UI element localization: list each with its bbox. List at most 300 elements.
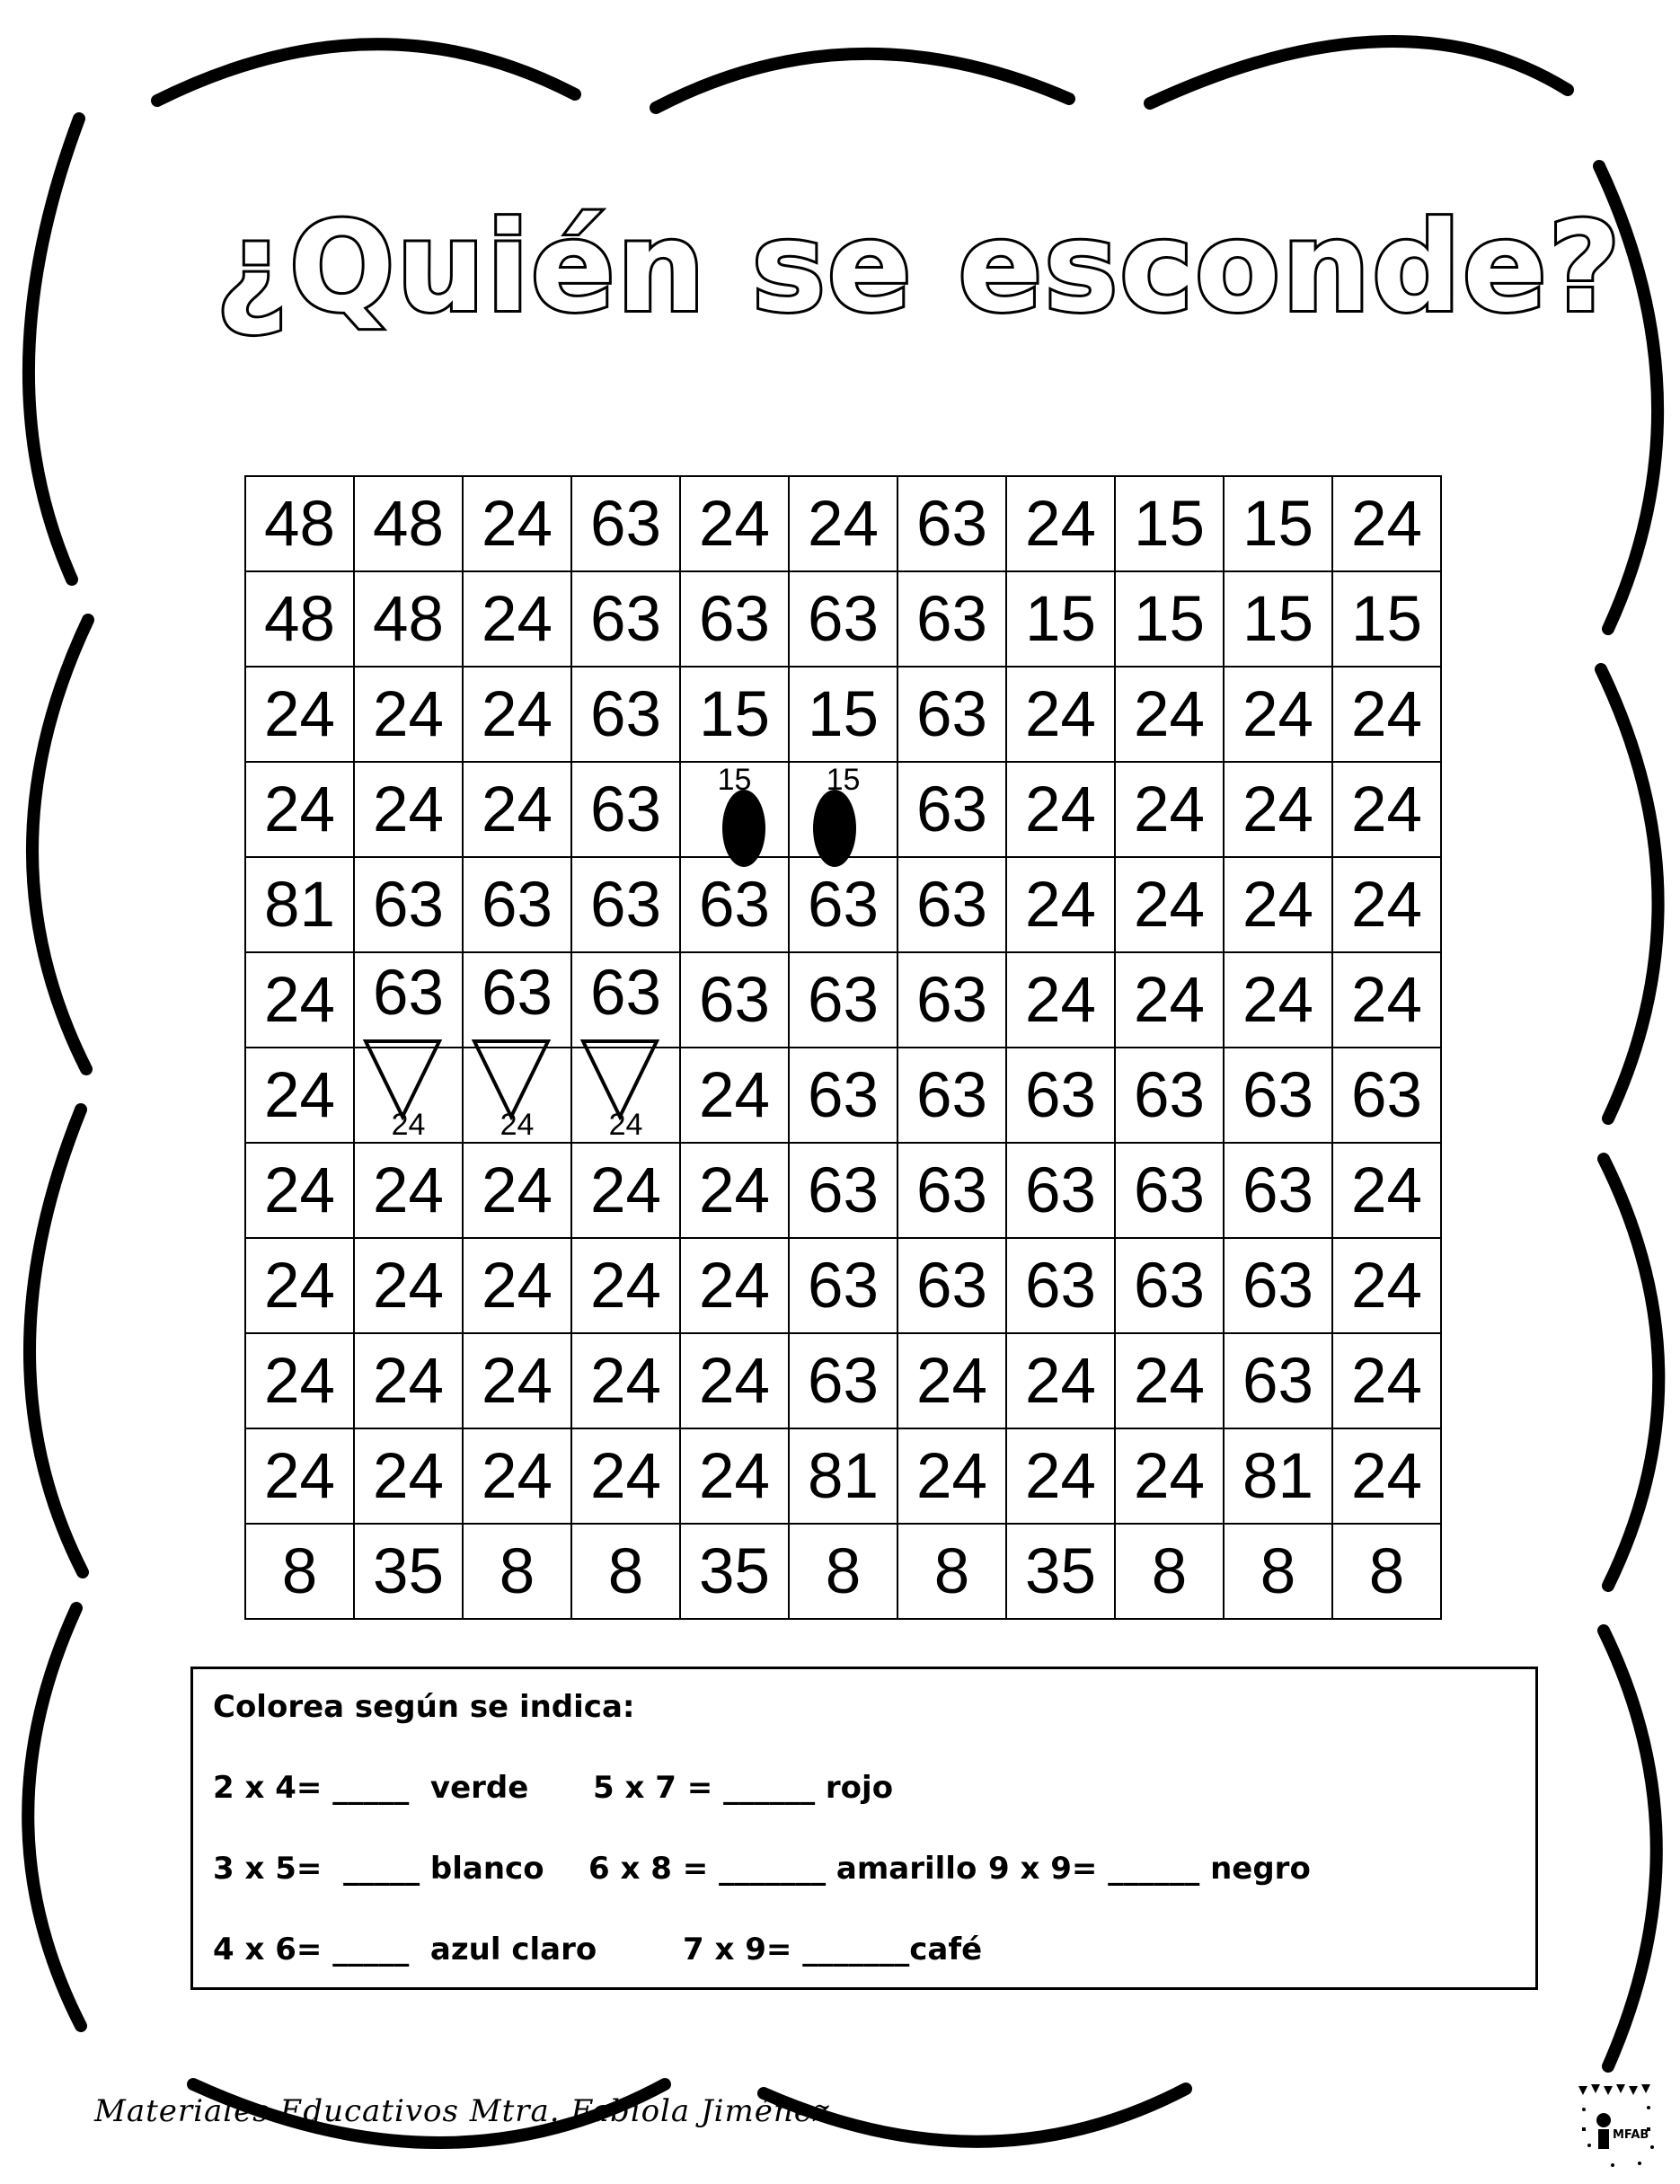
grid-cell <box>1115 571 1224 667</box>
grid-cell <box>571 762 680 857</box>
grid-cell <box>1006 1524 1115 1619</box>
grid-cell <box>1332 1428 1441 1524</box>
legend-heading: Colorea según se indica: <box>213 1689 635 1725</box>
grid-row <box>245 1524 1441 1619</box>
grid-cell-number: 63 <box>808 583 879 655</box>
grid-cell <box>463 857 571 952</box>
grid-row <box>245 1428 1441 1524</box>
grid-cell <box>1115 1143 1224 1238</box>
grid-cell <box>897 667 1006 762</box>
grid-cell <box>1332 1238 1441 1333</box>
grid-cell-number: 15 <box>1025 583 1096 655</box>
grid-cell <box>1006 1048 1115 1143</box>
grid-cell <box>1115 476 1224 571</box>
grid-cell-number: 24 <box>1242 964 1313 1036</box>
legend-item: 9 x 9= ______ negro <box>988 1851 1311 1887</box>
eye-mark <box>722 790 765 867</box>
grid-cell-number: 8 <box>1260 1535 1296 1607</box>
grid-cell <box>571 1428 680 1524</box>
grid-cell-number: 24 <box>373 678 444 750</box>
grid-cell-number: 24 <box>808 488 879 560</box>
grid-cell-number: 15 <box>1134 488 1205 560</box>
grid-cell <box>897 476 1006 571</box>
color-key-box <box>190 1667 1538 1990</box>
grid-cell-number: 24 <box>482 1345 553 1417</box>
frame-arc-left-3 <box>30 1110 83 1572</box>
grid-cell <box>789 1333 897 1428</box>
grid-cell <box>789 857 897 952</box>
grid-cell-number: 24 <box>1242 869 1313 941</box>
grid-cell-number: 8 <box>1151 1535 1188 1607</box>
grid-cell <box>680 1143 789 1238</box>
grid-cell-number: 81 <box>1242 1440 1313 1512</box>
grid-cell-number: 24 <box>1025 869 1096 941</box>
grid-cell <box>354 476 463 571</box>
grid-cell <box>1006 571 1115 667</box>
grid-row <box>245 857 1441 952</box>
grid-cell <box>354 1333 463 1428</box>
grid-cell <box>1006 857 1115 952</box>
grid-cell <box>571 1048 680 1143</box>
grid-cell <box>463 476 571 571</box>
grid-cell-number: 63 <box>590 678 661 750</box>
grid-cell-number: 15 <box>1242 488 1313 560</box>
grid-cell <box>1115 1333 1224 1428</box>
grid-cell-number: 63 <box>699 964 770 1036</box>
grid-cell-number: 24 <box>1025 774 1096 845</box>
eye-mark <box>813 790 856 867</box>
grid-cell <box>789 571 897 667</box>
grid-cell-number: 24 <box>482 1154 553 1226</box>
frame-arc-top-2 <box>656 54 1069 108</box>
grid-cell-number: 63 <box>1025 1154 1096 1226</box>
grid-cell-number: 63 <box>590 583 661 655</box>
grid-cell-number: 24 <box>264 1250 335 1322</box>
grid-cell <box>463 667 571 762</box>
footer-credit: Materiales Educativos Mtra. Fabiola Jiménez <box>94 2093 830 2129</box>
grid-cell <box>789 1524 897 1619</box>
grid-cell-number: 24 <box>699 1345 770 1417</box>
grid-cell-number: 24 <box>482 1250 553 1322</box>
grid-cell <box>1332 1143 1441 1238</box>
grid-cell-number: 24 <box>264 1345 335 1417</box>
grid-cell-number: 8 <box>499 1535 535 1607</box>
grid-cell-number: 63 <box>916 869 987 941</box>
grid-cell <box>571 1143 680 1238</box>
grid-cell <box>1224 571 1332 667</box>
grid-cell-number: 63 <box>699 583 770 655</box>
grid-cell <box>680 1524 789 1619</box>
grid-cell <box>789 1428 897 1524</box>
grid-cell <box>680 667 789 762</box>
logo-bunting <box>1578 2084 1650 2095</box>
grid-cell-number: 24 <box>699 1440 770 1512</box>
grid-cell <box>1224 952 1332 1048</box>
grid-cell <box>245 667 354 762</box>
grid-cell-number: 24 <box>590 1154 661 1226</box>
grid-cell <box>245 952 354 1048</box>
grid-cell-number: 63 <box>590 957 661 1029</box>
grid-cell-number: 24 <box>699 1154 770 1226</box>
grid-cell <box>1224 762 1332 857</box>
grid-cell <box>680 1238 789 1333</box>
grid-cell-number: 63 <box>916 488 987 560</box>
grid-cell-number: 63 <box>1242 1250 1313 1322</box>
grid-cell-number: 24 <box>1351 869 1422 941</box>
grid-cell <box>897 1238 1006 1333</box>
grid-cell-number: 63 <box>916 964 987 1036</box>
grid-cell-number: 24 <box>699 488 770 560</box>
grid-cell-number: 24 <box>1242 678 1313 750</box>
grid-cell-number: 15 <box>1134 583 1205 655</box>
grid-cell <box>1115 857 1224 952</box>
grid-cell-number: 63 <box>808 1250 879 1322</box>
grid-row <box>245 762 1441 857</box>
grid-cell <box>571 476 680 571</box>
legend-item: 4 x 6= _____ azul claro <box>213 1932 597 1967</box>
grid-cell-number: 63 <box>1134 1154 1205 1226</box>
grid-row <box>245 1048 1441 1143</box>
grid-cell <box>463 1143 571 1238</box>
frame-arc-right-4 <box>1604 1631 1657 2066</box>
grid-cell <box>463 1333 571 1428</box>
grid-cell <box>680 476 789 571</box>
grid-cell <box>1006 476 1115 571</box>
grid-cell-number: 24 <box>373 1154 444 1226</box>
grid-cell-number: 24 <box>1351 1440 1422 1512</box>
grid-row <box>245 1238 1441 1333</box>
grid-cell <box>1115 1524 1224 1619</box>
grid-cell <box>1224 1524 1332 1619</box>
grid-cell <box>1332 1333 1441 1428</box>
grid-cell <box>897 952 1006 1048</box>
grid-row <box>245 1333 1441 1428</box>
legend-item: 5 x 7 = ______ rojo <box>593 1770 894 1806</box>
grid-cell <box>1115 1048 1224 1143</box>
grid-cell-number: 24 <box>1351 488 1422 560</box>
grid-cell-number: 24 <box>916 1440 987 1512</box>
grid-cell <box>1006 1238 1115 1333</box>
grid-cell <box>789 476 897 571</box>
grid-cell <box>245 762 354 857</box>
grid-cell-number: 35 <box>699 1535 770 1607</box>
grid-cell-number: 63 <box>373 957 444 1029</box>
grid-cell-number: 24 <box>482 583 553 655</box>
grid-cell-number: 24 <box>1025 488 1096 560</box>
legend-item: 3 x 5= _____ blanco <box>213 1851 544 1887</box>
grid-cell <box>354 1143 463 1238</box>
grid-cell-number: 24 <box>1134 1345 1205 1417</box>
grid-cell <box>1224 857 1332 952</box>
grid-cell <box>245 476 354 571</box>
grid-cell-number: 63 <box>916 774 987 845</box>
grid-cell <box>897 1048 1006 1143</box>
grid-cell <box>680 952 789 1048</box>
grid-cell <box>1115 1428 1224 1524</box>
grid-cell-number: 63 <box>1242 1154 1313 1226</box>
grid-cell <box>571 1238 680 1333</box>
grid-cell-number: 24 <box>1025 1345 1096 1417</box>
grid-cell <box>1332 667 1441 762</box>
grid-row <box>245 952 1441 1048</box>
grid-cell <box>897 1333 1006 1428</box>
grid-cell-number: 24 <box>1242 774 1313 845</box>
grid-cell <box>245 1048 354 1143</box>
grid-cell <box>789 952 897 1048</box>
frame-arc-top-3 <box>1150 41 1568 103</box>
grid-cell <box>680 1048 789 1143</box>
grid-cell-number: 24 <box>608 1108 643 1142</box>
frame-arc-right-2 <box>1601 669 1658 1119</box>
grid-cell-number: 24 <box>1351 774 1422 845</box>
grid-cell <box>463 1524 571 1619</box>
grid-cell-number: 63 <box>808 1059 879 1131</box>
grid-cell-number: 48 <box>264 488 335 560</box>
grid-cell <box>789 1143 897 1238</box>
frame-arc-right-3 <box>1604 1159 1658 1586</box>
grid-cell <box>1006 1143 1115 1238</box>
grid-cell <box>680 571 789 667</box>
grid-cell <box>571 1333 680 1428</box>
grid-row <box>245 667 1441 762</box>
grid-cell <box>1006 1333 1115 1428</box>
grid-cell-number: 63 <box>590 774 661 845</box>
grid-cell-number: 63 <box>808 1154 879 1226</box>
grid-cell-number: 63 <box>1134 1250 1205 1322</box>
grid-cell-number: 63 <box>916 1059 987 1131</box>
grid-cell <box>354 571 463 667</box>
grid-cell <box>354 1524 463 1619</box>
grid-cell <box>1115 1238 1224 1333</box>
grid-cell-number: 63 <box>808 1345 879 1417</box>
grid-row <box>245 1143 1441 1238</box>
grid-cell <box>354 1428 463 1524</box>
grid-cell-number: 63 <box>916 1154 987 1226</box>
frame-arc-left-4 <box>28 1608 81 2026</box>
grid-cell-number: 24 <box>699 1059 770 1131</box>
grid-cell-number: 24 <box>264 1059 335 1131</box>
grid-cell-number: 24 <box>590 1440 661 1512</box>
grid-cell <box>897 1143 1006 1238</box>
grid-cell <box>354 952 463 1048</box>
grid-cell-number: 8 <box>607 1535 644 1607</box>
grid-cell <box>1115 762 1224 857</box>
grid-cell <box>680 762 789 857</box>
grid-cell <box>1115 667 1224 762</box>
grid-cell-number: 63 <box>482 957 553 1029</box>
grid-cell <box>1006 1428 1115 1524</box>
grid-cell <box>245 1524 354 1619</box>
grid-cell-number: 81 <box>808 1440 879 1512</box>
grid-cell-number: 24 <box>1134 678 1205 750</box>
grid-cell-number: 24 <box>1351 1250 1422 1322</box>
grid-cell-number: 24 <box>1134 869 1205 941</box>
grid-cell-number: 24 <box>1351 678 1422 750</box>
grid-cell <box>1224 1048 1332 1143</box>
grid-cell <box>1332 952 1441 1048</box>
grid-cell-number: 24 <box>482 678 553 750</box>
grid-cell-number: 24 <box>482 774 553 845</box>
grid-cell <box>1332 571 1441 667</box>
grid-cell-number: 8 <box>1368 1535 1405 1607</box>
grid-cell <box>1224 1238 1332 1333</box>
grid-cell <box>245 1238 354 1333</box>
grid-cell-number: 63 <box>916 583 987 655</box>
mfab-logo <box>1577 2082 1658 2172</box>
grid-cell <box>1115 952 1224 1048</box>
number-grid <box>244 475 1442 1620</box>
grid-cell-number: 24 <box>264 964 335 1036</box>
grid-cell-number: 63 <box>808 869 879 941</box>
grid-cell-number: 15 <box>717 763 752 797</box>
frame-arc-left-2 <box>32 620 88 1069</box>
grid-cell-number: 24 <box>500 1108 535 1142</box>
grid-cell-number: 48 <box>264 583 335 655</box>
grid-row <box>245 476 1441 571</box>
grid-cell <box>463 762 571 857</box>
grid-cell <box>245 571 354 667</box>
grid-cell-number: 35 <box>1025 1535 1096 1607</box>
frame-arc-left-1 <box>29 119 79 579</box>
grid-cell <box>354 667 463 762</box>
grid-cell <box>680 1428 789 1524</box>
grid-cell <box>789 1238 897 1333</box>
legend-item: 6 x 8 = _______ amarillo <box>588 1851 977 1887</box>
grid-cell <box>1006 667 1115 762</box>
grid-cell-number: 24 <box>1025 1440 1096 1512</box>
grid-cell <box>897 571 1006 667</box>
grid-cell <box>354 1238 463 1333</box>
grid-cell-number: 15 <box>808 678 879 750</box>
grid-cell <box>354 857 463 952</box>
grid-cell-number: 24 <box>373 1250 444 1322</box>
grid-cell <box>571 667 680 762</box>
grid-cell <box>245 857 354 952</box>
grid-cell-number: 15 <box>1242 583 1313 655</box>
grid-cell-number: 63 <box>699 869 770 941</box>
grid-cell-number: 63 <box>916 678 987 750</box>
legend-item: 2 x 4= _____ verde <box>213 1770 529 1806</box>
grid-cell <box>245 1143 354 1238</box>
grid-cell-number: 24 <box>264 1154 335 1226</box>
grid-cell <box>245 1333 354 1428</box>
grid-cell <box>463 1048 571 1143</box>
grid-cell-number: 15 <box>826 763 861 797</box>
grid-cell <box>245 1428 354 1524</box>
grid-cell-number: 24 <box>1025 678 1096 750</box>
grid-row <box>245 571 1441 667</box>
grid-cell-number: 8 <box>933 1535 970 1607</box>
grid-cell-number: 24 <box>482 1440 553 1512</box>
grid-cell <box>571 571 680 667</box>
grid-cell-number: 63 <box>373 869 444 941</box>
page-title-text: ¿Quién se esconde? <box>216 195 1623 340</box>
grid-cell <box>354 1048 463 1143</box>
grid-cell-number: 63 <box>1025 1059 1096 1131</box>
logo-text: MFAB <box>1613 2128 1649 2142</box>
grid-cell <box>571 952 680 1048</box>
grid-cell-number: 24 <box>699 1250 770 1322</box>
grid-cell <box>680 857 789 952</box>
grid-cell-number: 48 <box>373 583 444 655</box>
grid-cell-number: 15 <box>699 678 770 750</box>
grid-cell-number: 24 <box>1134 774 1205 845</box>
grid-cell-number: 63 <box>1351 1059 1422 1131</box>
grid-cell <box>897 1524 1006 1619</box>
grid-cell-number: 24 <box>916 1345 987 1417</box>
grid-cell <box>571 857 680 952</box>
grid-cell-number: 24 <box>590 1345 661 1417</box>
grid-cell-number: 24 <box>373 1345 444 1417</box>
grid-cell-number: 63 <box>916 1250 987 1322</box>
grid-cell-number: 24 <box>1134 964 1205 1036</box>
grid-cell-number: 15 <box>1351 583 1422 655</box>
grid-cell-number: 24 <box>1025 964 1096 1036</box>
grid-cell-number: 35 <box>373 1535 444 1607</box>
grid-cell <box>1332 1524 1441 1619</box>
grid-cell-number: 63 <box>1134 1059 1205 1131</box>
grid-cell <box>680 1333 789 1428</box>
grid-cell <box>571 1524 680 1619</box>
grid-cell-number: 24 <box>590 1250 661 1322</box>
grid-cell <box>463 1238 571 1333</box>
grid-cell-number: 63 <box>1025 1250 1096 1322</box>
frame-arc-top-1 <box>157 44 575 101</box>
grid-cell-number: 24 <box>373 774 444 845</box>
grid-cell <box>1006 762 1115 857</box>
grid-cell-number: 63 <box>590 869 661 941</box>
grid-cell-number: 24 <box>1134 1440 1205 1512</box>
grid-cell-number: 24 <box>264 774 335 845</box>
grid-cell-number: 24 <box>1351 1345 1422 1417</box>
grid-cell-number: 81 <box>264 869 335 941</box>
grid-cell-number: 24 <box>391 1108 426 1142</box>
grid-cell <box>1224 1333 1332 1428</box>
grid-cell <box>789 1048 897 1143</box>
grid-cell <box>1224 1428 1332 1524</box>
grid-cell <box>1332 857 1441 952</box>
grid-cell-number: 24 <box>373 1440 444 1512</box>
grid-cell-number: 24 <box>1351 964 1422 1036</box>
page-title <box>207 193 1623 350</box>
grid-cell <box>1224 1143 1332 1238</box>
grid-cell <box>463 571 571 667</box>
grid-cell-number: 63 <box>1242 1059 1313 1131</box>
grid-cell-number: 48 <box>373 488 444 560</box>
grid-cell <box>897 857 1006 952</box>
grid-cell-number: 63 <box>1242 1345 1313 1417</box>
grid-cell <box>1224 476 1332 571</box>
grid-cell-number: 63 <box>808 964 879 1036</box>
grid-cell <box>789 762 897 857</box>
grid-cell <box>1332 1048 1441 1143</box>
grid-cell-number: 63 <box>590 488 661 560</box>
legend-item: 7 x 9= _______café <box>683 1932 983 1967</box>
grid-cell-number: 63 <box>482 869 553 941</box>
grid-cell-number: 8 <box>825 1535 862 1607</box>
grid-cell <box>1332 476 1441 571</box>
grid-cell <box>463 952 571 1048</box>
grid-cell <box>897 762 1006 857</box>
logo-figure-body <box>1598 2129 1609 2149</box>
grid-cell <box>897 1428 1006 1524</box>
grid-cell-number: 24 <box>264 1440 335 1512</box>
grid-cell <box>1224 667 1332 762</box>
grid-cell <box>1332 762 1441 857</box>
grid-cell <box>354 762 463 857</box>
grid-cell-number: 8 <box>281 1535 318 1607</box>
grid-cell-number: 24 <box>1351 1154 1422 1226</box>
